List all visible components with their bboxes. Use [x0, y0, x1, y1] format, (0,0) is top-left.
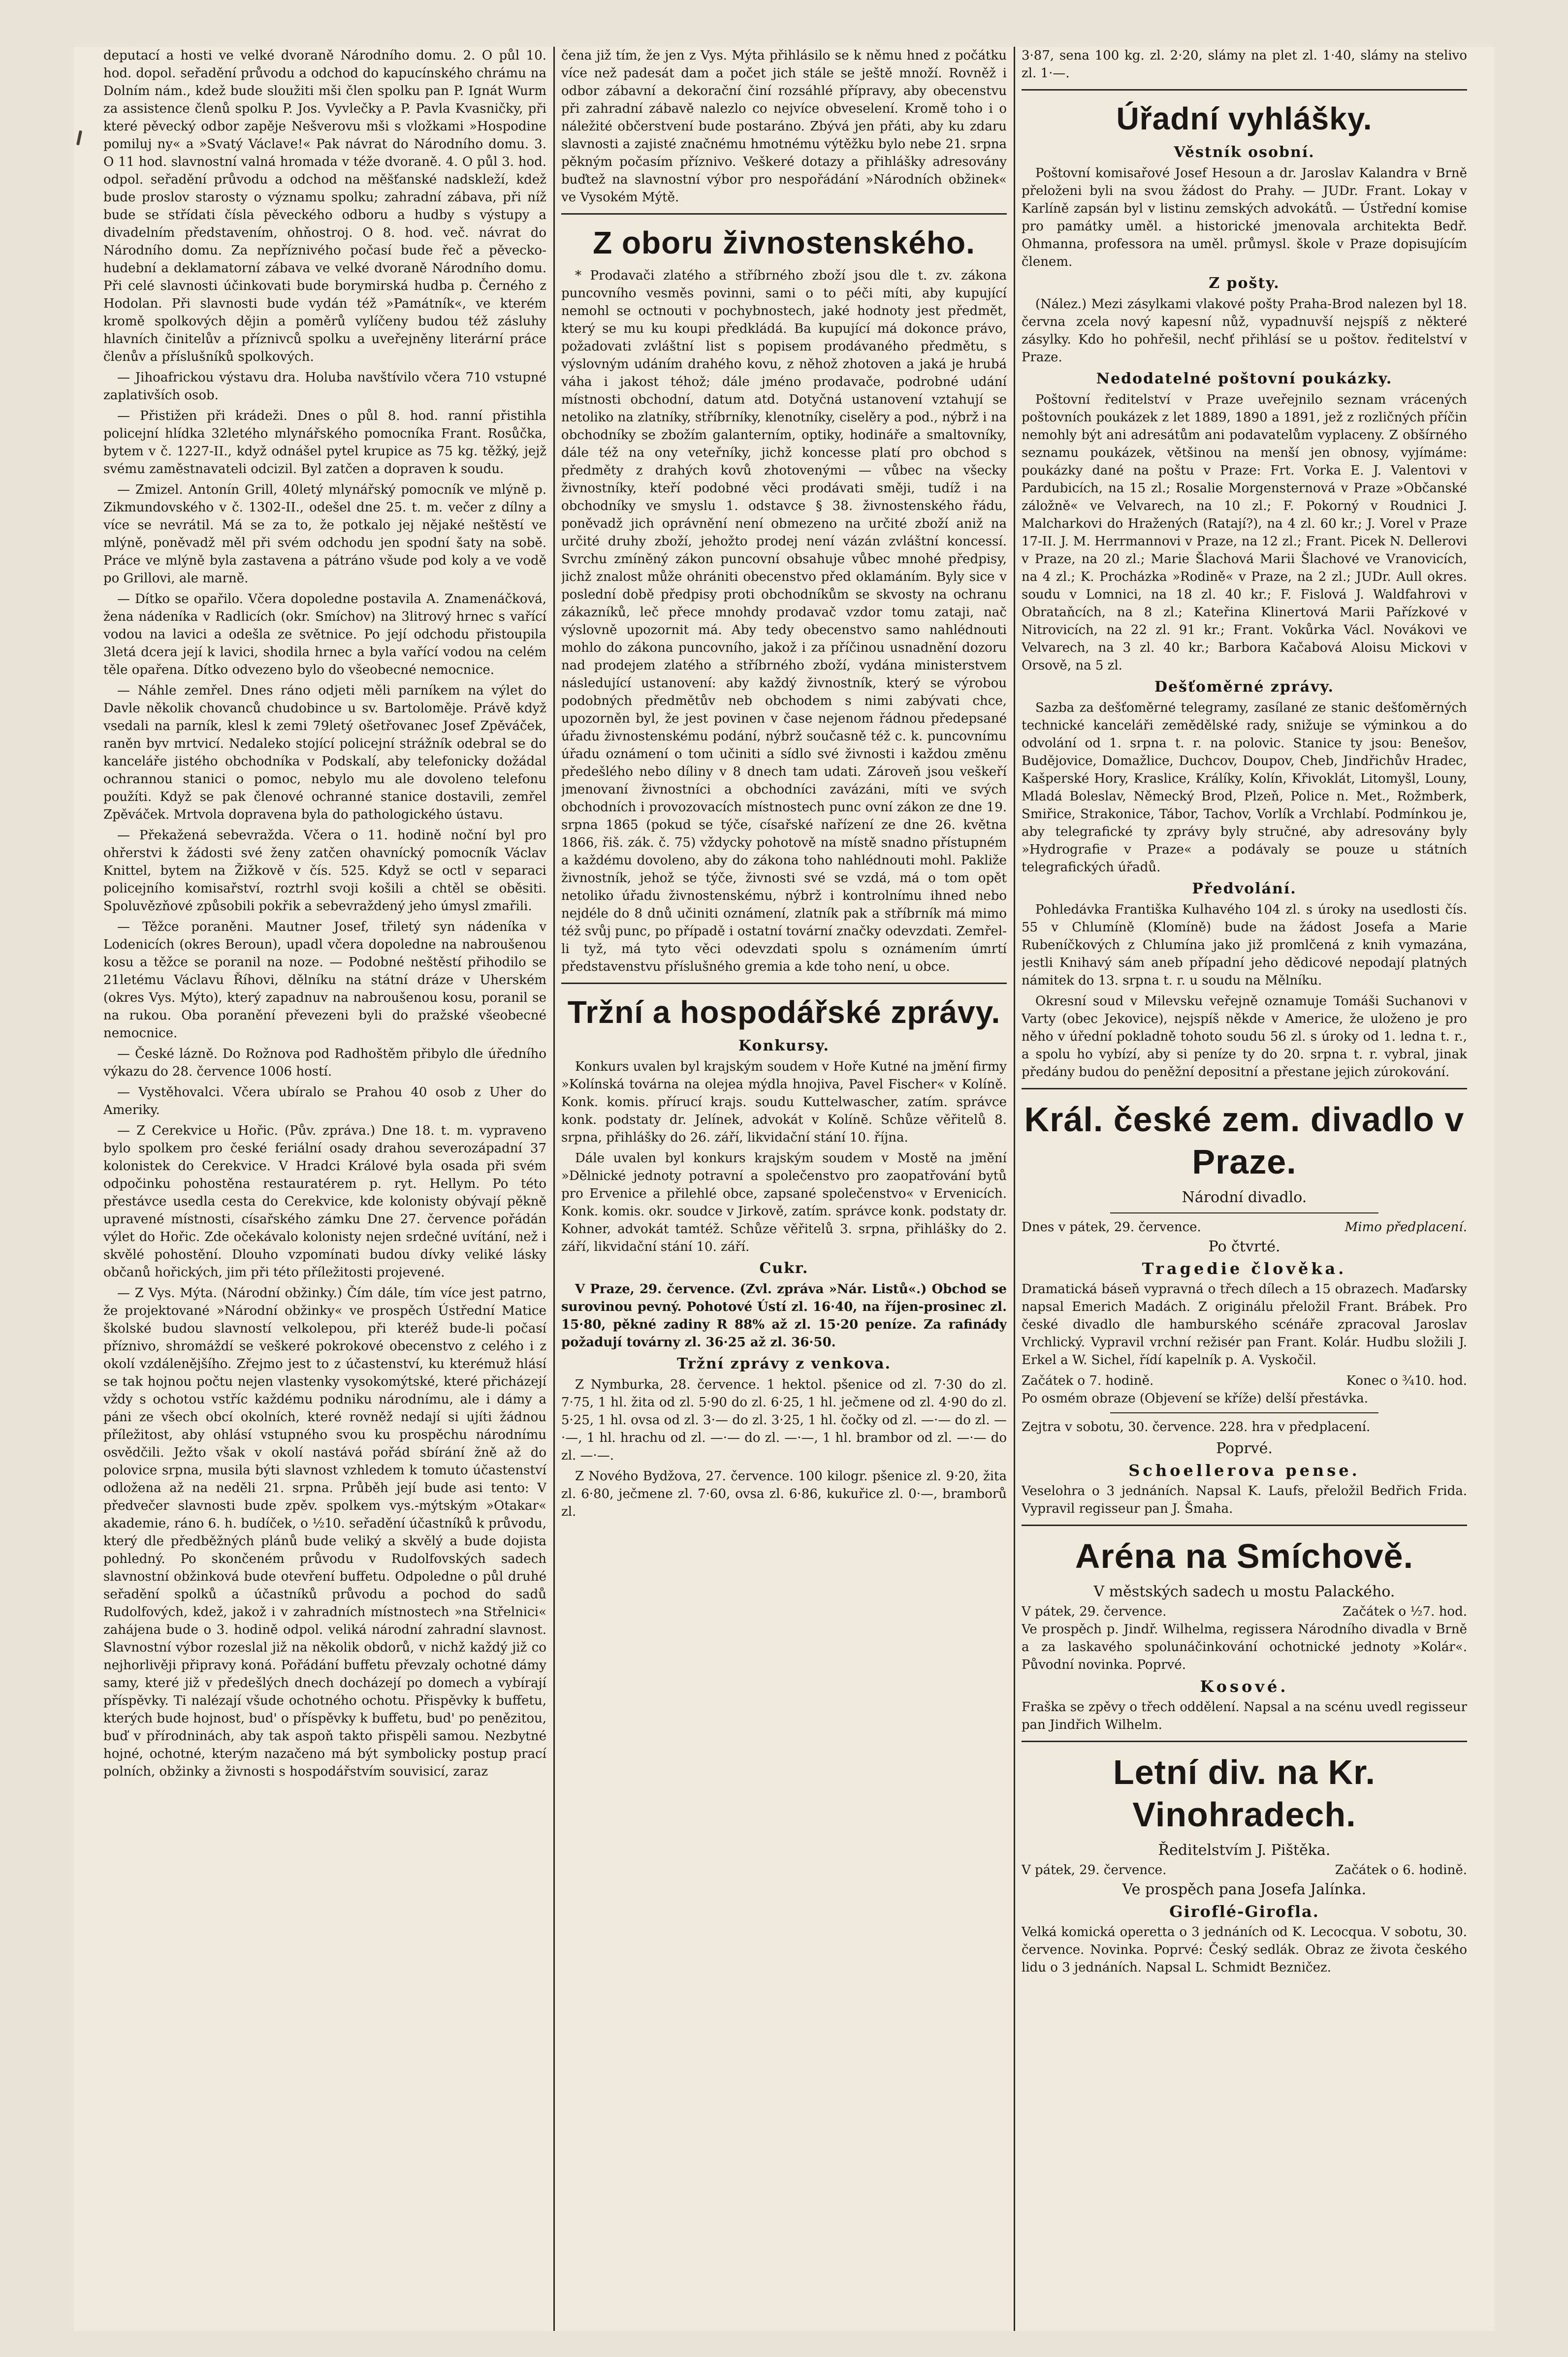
news-item-myto: — Z Vys. Mýta. (Národní obžinky.) Čím dále, tím více jest patrno, že projektované »Národní obžinky« ve prospěch Ústřední Matice školské budou slavností velkolepou, při kteréž bude-li počasí příznivo, shromáždí se veškeré pokrokové obecenstvo z celého i z okolí vzdálenějšího. Zřejmo jest to z účastenství, ku kterémuž hlásí se tak hojnou počtu nejen vlastenky vysokomýtské, které přicházejí vždy s ochotou vstříc každému podniku národnímu, ale i dámy a páni ze všech obcí okolních, které rovněž nedají si ujíti žádnou příležitost, aby ohlásí vstupného svou ku prospěchu národnímu osvědčili. Ježto však v okolí nastává pořád sbírání žně až do polovice srpna, musila býti slavnost vzhledem k tomuto účastenství odložena až na neděli 21. srpna. Průběh její bude asi tento: V předvečer slavnosti bude zpěv. spolkem vys.-mýtským »Otakar« akademie, ráno 6. h. budíček, o ½10. seřadění účastníků k průvodu, který dle předběžných plánů bude veliký a skvělý a bude dojista pohledný. Po skončeném průvodu v Rudolfovských sadech slavnostní obžinková bude otevření buffetu. Odpoledne o půl druhé seřadění spolků a účastníků průvodu a pochod do sadů Rudolfových, kdež, jakož i v zahradních místnostech »na Střelnici« zahájena bude o 3. hodině odpol. veliká národní zahradní slavnost. Slavnostní výbor rozeslal již na několik obdorů, v nichž každý již co nejhorlivěji připravy koná. Pořádání buffetu převzaly ochotné dámy samy, které již v předešlých dnech docházejí po domech a vybírají příspěvky. Ti nalézají všude ochotného ochotu. Přispěvky k buffetu, kterých bude hojnost, bud' o příspěvky k buffetu, bud' po penězitou, buď v přírodninách, aby tak aspoň takto přispěli samou. Nezbytné hojné, ochotné, kterým nazačeno má být symbolicky postup prací polních, obžinky a živnosti s hospodářstvím souvisicí, zaraz	[103, 1286, 546, 1779]
news-item-zmizel: — Zmizel. Antonín Grill, 40letý mlynářský pomocník ve mlýně p. Zikmundovského v č. 1302-II., odešel dne 25. t. m. večer z dílny a více se nevrátil. Má se za to, že potkalo jej nějaké neštěstí ve mlýně, poněvadž měl při svém odchodu jen spodní šaty na sobě. Práce ve mlýně byla zastavena a pátráno všude pod koly a ve vodě po Grillovi, ale marně.	[103, 482, 546, 586]
news-item-poraneni: — Těžce poraněni. Mautner Josef, třiletý syn nádeníka v Lodenicích (okres Beroun), upadl včera dopoledne na nabroušenou kosu a těžce se poranil na noze. — Podobné neštěstí přihodilo se 21letému Václavu Říhovi, dělníku na státní dráze v Uherském (okres Vys. Mýto), který zapadnuv na nabroušenou kosu, poranil se na rukou. Oba poranění převezeni byli do pražské všeobecné nemocnice.	[103, 920, 546, 1041]
news-item-cerekvice: — Z Cerekvice u Hořic. (Pův. zpráva.) Dne 18. t. m. vypraveno bylo spolkem pro české feriální osady drahou severozápadní 37 kolonistek do Cerekvice. V Hradci Králové byla osada při svém odpočinku pohostěna restauratérem p. ryt. Hellym. Po této přestávce usedla cesta do Cerekvice, kde kolonisty obývají pěkně upravené místnosti, císařského zámku Dne 27. července pořádán výlet do Hořic. Zde očekávalo kolonisty nejen srdečné uvítání, než i skvělé pohostění. Dlouho vzpomínati budou dívky veliké lásky občanů hořických, jim při této příležitosti projevené.	[103, 1123, 546, 1280]
performance-date-row	[1022, 1861, 1467, 1879]
market-report: Z Nymburka, 28. července. 1 hektol. pšenice od zl. 7·30 do zl. 7·75, 1 hl. žita od zl. 5·90 do zl. 6·25, 1 hl. ječmene od zl. 4·90 do zl. 5·25, 1 hl. ovsa od zl. 3·— do zl. 3·25, 1 hl. čočky od zl. —·— do zl. —·—, 1 hl. hrachu od zl. —·— do zl. —·—, 1 hl. brambor od zl. —·— do zl. —·—.	[561, 1377, 1007, 1463]
subheading-vestnik: Věstník osobní.	[1174, 144, 1315, 161]
performance-date: V pátek, 29. července.	[1022, 1604, 1167, 1619]
market-report: Z Nového Bydžova, 27. července. 100 kilogr. pšenice zl. 9·20, žita zl. 6·80, ječmene zl. 7·60, ovsa zl. 6·86, kukuřice zl. 0·—, bramborů zl.	[561, 1469, 1007, 1519]
performance-date-row	[1022, 1218, 1467, 1236]
play-description: Velká komická operetta o 3 jednáních od K. Lecocqua. V sobotu, 30. července. Novinka. Poprvé: Český sedlák. Obraz ze života českého lidu o 3 jednáních. Napsal L. Schmidt Bezničez.	[1022, 1925, 1467, 1975]
destomer-text: Sazba za dešťoměrné telegramy, zasílané ze stanic dešťoměrných technické kanceláři zemědělské rady, snižuje se výminkou a do odvolání od 1. srpna t. r. na polovic. Stanice ty jsou: Benešov, Budějovice, Domažlice, Duchcov, Doupov, Cheb, Jindřichův Hradec, Kašperské Hory, Kraslice, Králíky, Kolín, Křivoklát, Litomyšl, Louny, Mladá Boleslav, Německý Brod, Plzeň, Police n. Met., Rožmberk, Smiřice, Strakonice, Tábor, Tachov, Vorlík a Vrchlabí. Podmínkou je, aby telegrafické ty zprávy byly stručné, aby adresovány byly »Hydrografie v Praze« a podávaly se pouze u státních telegrafických úřadů.	[1022, 701, 1467, 875]
poukazky-text: Poštovní ředitelství v Praze uveřejnilo seznam vrácených poštovních poukázek z let 1889, 1890 a 1891, jež z rozličných příčin nemohly být ani adresátům ani podavatelům vyplaceny. Z obšírného seznamu poukázek, většinou na menší jen obnosy, vyjímáme: poukázky dané na poštu v Praze: Frt. Vorka E. J. Valentovi v Pardubicích, na 15 zl.; Rosalie Morgensternová v Praze »Občanské záložně« ve Velvarech, na 10 zl.; F. Pokorný v Roudnici J. Malcharkovi do Hražených (Ratají?), na 4 zl. 60 kr.; J. Vorel v Praze 17-II. J. M. Herrmannovi v Praze, na 12 zl.; Frant. Picek N. Dellerovi v Praze, na 20 zl.; Marie Šlachová Marii Šlachové ve Vranovicích, na 4 zl.; K. Procházka »Rodině« v Praze, na 2 zl.; JUDr. Aull okres. soudu v Lomnici, na 18 zl. 40 kr.; F. Fislová J. Waldfahrovi v Obrataňcích, na 8 zl.; Kateřina Klinertová Marii Pařízkové v Nitrovicích, na 22 zl. 91 kr.; Frant. Vokůrka Václ. Novákovi ve Velvarech, na 3 zl. 40 kr.; Barbora Kačabová Aloisu Mickovi v Orsově, na 5 zl.	[1022, 392, 1467, 673]
article-paragraph: deputací a hosti ve velké dvoraně Národního domu. 2. O půl 10. hod. dopol. seřadění průvodu a odchod do kapucínského chrámu na Dolním nám., kdež bude sloužiti mši člen spolku pan P. Ignát Wurm za assistence členů spolku P. Jos. Vyvlečky a P. Pavla Kvasničky, při které pěvecký odbor zapěje Nešverovu mši s vložkami »Hospodine pomiluj ny« a »Svatý Václave!« Pak návrat do Národního domu. 3. O 11 hod. slavnostní valná hromada v téže dvoraně. 4. O půl 3. hod. odpol. seřadění průvodu a odchod na měšťanské nadskleží, kdež bude proslov starosty o významu spolku; zahradní zábava, při níž bude se střídati čísla pěveckého odboru a hudby s výstupy a divadelním představením, ohňostroj. O 8. hod. več. návrat do Národního domu. Za nepříznivého počasí bude řeč a pěvecko-hudební a deklamatorní zábava ve velké dvoraně Národního domu. Při celé slavnosti účinkovati bude borymirská hudba p. Černého z Hodolan. Při slavnosti bude vydán též »Památník«, ve kterém kromě spolkových dějin a poměrů vylíčeny budou též zásluhy hlavních činitelův a příznivců spolku a uveřejněny literární práce členův a příslušníků spolkových.	[103, 48, 546, 364]
play-description: Ve prospěch p. Jindř. Wilhelma, regissera Národního divadla v Brně a za laskavého spolunáčinkování ochotnické jednoty »Kolár«. Původní novinka. Poprvé.	[1022, 1622, 1467, 1672]
section-rule	[561, 213, 1007, 215]
performance-run: Po čtvrté.	[1208, 1238, 1280, 1255]
premiere-note: Poprvé.	[1216, 1440, 1273, 1457]
short-rule	[1110, 1212, 1378, 1213]
news-item-sebevrazda: — Překažená sebevražda. Včera o 11. hodině noční byl pro ohřerstvi k žádosti své ženy zatčen ohavnícký pomocník Václav Knittel, bytem na Žižkově v čís. 525. Když se octl v separaci policejního komisařství, roztrhl svoji košili a chtěl se oběsiti. Spoluvězňové způsobili pokřik a sebevraždený jeho úmysl zmařili.	[103, 828, 546, 914]
cukr-report: V Praze, 29. července. (Zvl. zpráva »Nár. Listů«.) Obchod se surovinou pevný. Pohotové Ústí zl. 16·40, na říjen-prosinec zl. 15·80, pěkné zadiny R 88% až zl. 15·20 peníze. Za rafinády požadují továrny zl. 36·25 až zl. 36·50.	[561, 1282, 1007, 1350]
newspaper-page	[74, 47, 1494, 2331]
end-time: Konec o ¾10. hod.	[1346, 1373, 1467, 1388]
column-divider	[1014, 47, 1015, 2331]
section-heading-trzni: Tržní a hospodářské zprávy.	[567, 994, 1001, 1030]
subheading-cukr: Cukr.	[759, 1260, 809, 1277]
subheading-posty: Z pošty.	[1209, 275, 1280, 292]
play-title: Tragedie člověka.	[1142, 1259, 1347, 1278]
section-rule	[1022, 89, 1467, 91]
subheading-konkursy: Konkursy.	[738, 1037, 830, 1054]
start-time: Začátek o 6. hodině.	[1335, 1863, 1467, 1878]
section-heading-vyhlasky: Úřadní vyhlášky.	[1116, 101, 1373, 136]
column-middle	[561, 47, 1007, 2331]
theatre-subheading: V městských sadech u mostu Palackého.	[1093, 1583, 1395, 1600]
konkurs-item: Dále uvalen byl konkurs krajským soudem v Mostě na jmění »Dělnické jednoty potravní a společenstvo pro zaopatřování bytů pro Ervenice a přilehlé obce, zapsané společenstvo« v Ervenicích. Konk. komis. okr. soudce v Jirkově, zatím. správce konk. podstaty dr. Kohner, advokát tamtéž. Schůze věřitelů 3. srpna, přihlášky do 2. září, likvidační stání 10. září.	[561, 1151, 1007, 1254]
performance-date-row	[1022, 1603, 1467, 1621]
pencil-mark	[76, 130, 82, 146]
start-time: Začátek o 7. hodině.	[1022, 1373, 1154, 1388]
play-title: Giroflé-Girofla.	[1169, 1902, 1319, 1921]
news-item-holub: — Jihoafrickou výstavu dra. Holuba navštívilo včera 710 vstupné zaplativších osob.	[103, 370, 546, 403]
theatre-heading: Král. české zem. divadlo v Praze.	[1024, 1100, 1465, 1181]
vestnik-text: Poštovní komisařové Josef Hesoun a dr. Jaroslav Kalandra v Brně přeloženi byli na svou žádost do Prahy. — JUDr. Frant. Lokay v Karlíně zapsán byl v listinu zemských advokátů. — Ústřední komise pro památky uměl. a historické jmenovala architekta Bedř. Ohmanna, professora na uměl. průmysl. škole v Praze dopisujícím členem.	[1022, 166, 1467, 269]
short-rule	[1110, 1412, 1378, 1413]
market-continuation: 3·87, sena 100 kg. zl. 2·20, slámy na plet zl. 1·40, slámy na stelivo zl. 1·—.	[1022, 48, 1467, 81]
section-rule	[1022, 1525, 1467, 1526]
news-item-zemrel: — Náhle zemřel. Dnes ráno odjeti měli parníkem na výlet do Davle několik chovanců chudobince u sv. Bartoloměje. Právě když vsedali na parník, klesl k zemi 79letý ošetřovanec Josef Zpěváček, raněn byv mrtvicí. Nedaleko stojící policejní strážník odebral se do kanceláře jistého obchodníka v Podskalí, aby telefonicky dožádal ochrannou stanici o pomoc, nebylo mu ale dovoleno telefonu použíti. Když se pak členové ochranné stanice dostavili, zemřel Zpěváček. Mrtvola dopravena byla do pathologického ústavu.	[103, 683, 546, 822]
predvolani-text: Pohledávka Františka Kulhavého 104 zl. s úroky na usedlosti čís. 55 v Chlumíně (Klomíně) bude na žádost Josefa a Marie Rubeníčkových z Chlumína jako již promlčená z knih vymazána, jestli Knihavý sám aneb případní jeho dědicové nepodají platných námitek do 13. srpna t. r. u soudu na Mělníku.	[1022, 902, 1467, 988]
column-right	[1022, 47, 1467, 2331]
theatre-subheading: Ředitelstvím J. Pištěka.	[1158, 1842, 1331, 1859]
section-rule	[1022, 1741, 1467, 1742]
play-description: Dramatická báseň vypravná o třech dílech a 15 obrazech. Maďarsky napsal Emerich Madách. Z originálu přeložil Frant. Brábek. Pro české divadlo dle hamburského scénáře zpracoval Jaroslav Vrchlický. Vypravil vrchní režisér pan Frant. Kolár. Hudbu složili J. Erkel a W. Sichel, řídí kapelník p. A. Vyskočil.	[1022, 1282, 1467, 1368]
subheading-predvolani: Předvolání.	[1192, 880, 1297, 897]
play-title: Kosové.	[1200, 1677, 1289, 1696]
play-description: Veselohra o 3 jednáních. Napsal K. Laufs, přeložil Bedřich Frida. Vypravil regisseur pan J. Šmaha.	[1022, 1484, 1467, 1516]
news-item-vystehovalci: — Vystěhovalci. Včera ubíralo se Prahou 40 osob z Uher do Ameriky.	[103, 1085, 546, 1117]
news-item-lazne: — České lázně. Do Rožnova pod Radhoštěm přibylo dle úředního výkazu do 28. července 1006 hostí.	[103, 1047, 546, 1079]
play-description: Fraška se zpěvy o třech oddělení. Napsal a na scénu uvedl regisseur pan Jindřich Wilhelm.	[1022, 1700, 1467, 1732]
subheading-destomer: Dešťoměrné zprávy.	[1154, 678, 1334, 696]
article-continuation: čena již tím, že jen z Vys. Mýta přihlásilo se k němu hned z počátku více než padesát dam a počet jich stále se ještě množí. Rovněž i odbor zábavní a dekorační činí rozsáhlé přípravy, aby obecenstvu při zahradní zábavě nalezlo co nejvíce obveselení. Kromě toho i o náležité občerstvení bude postaráno. Zbývá jen přáti, aby ku zdaru slavnosti a zajisté značnému hmotnému výtěžku bylo nebe 21. srpna pěkným počasím příznivo. Veškeré dotazy a přihlášky adresovány buďtež na slavnostní výbor pro nespořádání »Národních obžinek« ve Vysokém Mýtě.	[561, 48, 1007, 205]
trade-article: * Prodavači zlatého a stříbrného zboží jsou dle t. zv. zákona puncovního vesměs povinni, sami o to péči míti, aby kupující nemohl se octnouti v pochybnostech, jaké hodnoty jest předmět, který se mu ku koupi předkládá. Ba kupující má dokonce právo, požadovati zvláštní list s popisem prodávaného předmětu, s výslovným udáním drahého kovu, z něhož zhotoven a jaká je hrubá váha i jakost téhož; dále jméno prodavače, podrobné udání místnosti obchodní, datum atd. Dotyčná ustanovení vztahují se netoliko na zlatníky, stříbrníky, klenotníky, ciselěry a pod., nýbrž i na obchodníky se zbožím galanterním, optiky, hodináře a smaltovníky, dále též na ony veteřníky, jichž koncesse platí pro obchod s předměty z drahých kovů zhotovenými — vůbec na všecky živnostníky, kteří podobné věci prodávati směji, tudíž i na obchodníky ve smyslu 1. odstavce § 38. živnostenského řádu, poněvadž jich oprávnění není obmezeno na určité zboží aniž na určité druhy zboží, jehožto prodej není vázán zvláštní koncessí. Svrchu zmíněný zákon puncovní obsahuje vůbec mnohé předpisy, jichž znalost může ohrániti obecenstvo před oklamáním. Byly sice v poslední době předpisy proti obchodníkům se skvosty na ochranu zákazníků, leč přece mnohdy prodavač vzdor tomu zataji, nač výslovně upozornit má. Aby tedy obecenstvo samo nahlédnouti mohlo do zákona puncovního, jakož i za příčinou usnadnění dozoru nad prodejem zlatého a stříbrného zboží, vydána ministerstvem následující ustanovení: aby každý živnostník, který se výrobou podobných předmětův neb obchodem s nimi zabývati chce, upozorněn byl, že jest povinen v čase nejenom řádnou předepsané úřadu živnostenskému podání, nýbrž současně též c. k. puncovnímu úřadu oznámení o tom učiniti a sídlo své živnosti i každou změnu předešlého nebo díliny v 8 dnech tam udati. Zároveň jsou veškeří jmenovaní živnostníci a obchodníci zavázáni, míti ve svých obchodních i provozovacích místnostech punc ovní zákon ze dne 19. srpna 1865 (pokud se týče, císařské nařízení ze dne 26. května 1866, řiš. zák. č. 75) vždycky pohotově na místě snadno přístupném a každému dovoleno, aby do zákona toho nahlédnouti mohl. Pakliže živnostník, jehož se týče, živnosti své se vzdá, má o tom opět netoliko úřadu živnostenskému, nýbrž i kontrolnímu ihned nebo nejdéle do 8 dnů učiniti oznámení, zlatník pak a stříbrník má mimo též svůj punc, po případě i ostatní tovární značky odevzdati. Zemřel-li tyž, má tyto věci odevzdati spolu s oznámením úmrtí představenstvu příslušného gremia a kde toho není, u obce.	[561, 268, 1007, 974]
column-divider	[553, 47, 555, 2331]
performance-time-row	[1022, 1372, 1467, 1390]
subheading-venkov: Tržní zprávy z venkova.	[676, 1355, 892, 1372]
theatre-heading: Aréna na Smíchově.	[1075, 1537, 1414, 1575]
theatre-heading: Letní div. na Kr. Vinohradech.	[1113, 1753, 1376, 1834]
performance-date: Dnes v pátek, 29. července.	[1022, 1220, 1201, 1235]
section-rule	[1022, 1088, 1467, 1089]
subheading-poukazky: Nedodatelné poštovní poukázky.	[1096, 370, 1393, 387]
performance-note: Mimo předplacení.	[1344, 1220, 1467, 1235]
play-title: Schoellerova pense.	[1128, 1461, 1360, 1480]
section-heading-zivnost: Z oboru živnostenského.	[593, 225, 975, 260]
predvolani-text: Okresní soud v Milevsku veřejně oznamuje Tomáši Suchanovi v Varty (obec Jekovice), nejspíš někde v Americe, že uloženo je pro něho v úřední pokladně tohoto soudu 56 zl. s úroky od 1. ledna t. r., a spolu ho vybízí, aby si peníze ty do 20. srpna t. r. vybral, jinak předány budou do peněžní depositní a přestane jejich zúrokování.	[1022, 994, 1467, 1080]
news-item-ditko: — Dítko se opařilo. Včera dopoledne postavila A. Znamenáčková, žena nádeníka v Radlicích (okr. Smíchov) na 3litrový hrnec s vařící vodou na lavici a odešla ze světnice. Po její odchodu přistoupila 3letá dcera její k lavici, shodila hrnec a byla vařící vodou na celém těle opařena. Dítko odvezeno bylo do všeobecné nemocnice.	[103, 592, 546, 677]
start-time: Začátek o ½7. hod.	[1343, 1604, 1467, 1619]
section-rule	[561, 983, 1007, 984]
benefit-note: Ve prospěch pana Josefa Jalínka.	[1122, 1881, 1367, 1898]
performance-date: V pátek, 29. července.	[1022, 1863, 1167, 1878]
theatre-subheading: Národní divadlo.	[1182, 1189, 1307, 1206]
posty-text: (Nález.) Mezi zásylkami vlakové pošty Praha-Brod nalezen byl 18. června zcela nový kapesní nůž, vypadnuvší nejspíš z některé zásylky. Kdo ho pohřešil, nechť přihlásí se u poštov. ředitelství v Praze.	[1022, 297, 1467, 365]
news-item-kradez: — Přistižen při krádeži. Dnes o půl 8. hod. ranní přistihla policejní hlídka 32letého mlynářského pomocníka Frant. Rosůčka, bytem v č. 1227-II., když odnášel pytel krupice as 75 kg. těžký, jejž svému zaměstnavateli odcizil. Byl zatčen a dopraven k soudu.	[103, 409, 546, 477]
column-left	[103, 47, 546, 2331]
intermission-note: Po osmém obraze (Objevení se kříže) delší přestávka.	[1022, 1391, 1369, 1406]
konkurs-item: Konkurs uvalen byl krajským soudem v Hoře Kutné na jmění firmy »Kolínská továrna na olejea mýdla hnojiva, Pavel Fischer« v Kolíně. Konk. komis. přírucí krajs. soudu Kuttelwascher, zatím. správce konk. podstaty dr. Jelínek, advokát v Kolíně. Schůze věřitelů 8. srpna, přihlášky do 26. září, likvidační stání 10. října.	[561, 1059, 1007, 1145]
next-performance: Zejtra v sobotu, 30. července. 228. hra v předplacení.	[1022, 1420, 1371, 1434]
